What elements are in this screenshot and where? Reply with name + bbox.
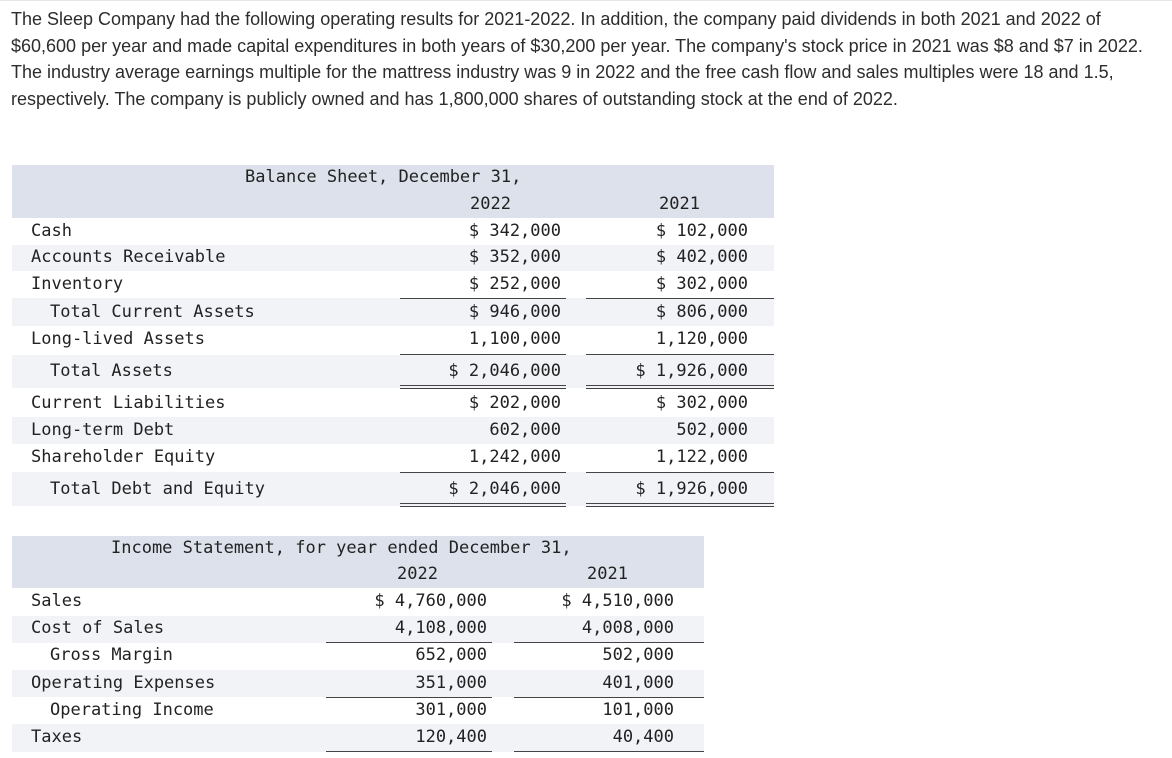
is-row-value-2022: $ 4,760,000 — [374, 591, 487, 611]
is-row-value-2022: 4,108,000 — [394, 618, 487, 638]
bs-row-label: Current Liabilities — [31, 393, 226, 413]
is-row-value-2022: 351,000 — [415, 673, 487, 693]
income-statement-col-2022: 2022 — [397, 564, 438, 584]
bs-row-value-2021: 502,000 — [676, 420, 748, 440]
is-row-value-2021: 4,008,000 — [581, 618, 674, 638]
is-row-value-2022: 301,000 — [415, 700, 487, 720]
bs-row-label: Total Assets — [50, 361, 173, 381]
problem-statement: The Sleep Company had the following operating results for 2021-2022. In addition, the company paid dividends in both 2021 and 2022 of $60,600 per year and made capital expenditures in both years of $30,200 per year. The company's stock price in 2021 was $8 and $7 in 2022. The industry average earnings multiple for the mattress industry was 9 in 2022 and the free cash flow and sales multiples were 18 and 1.5, respectively. The company is publicly owned and has 1,800,000 shares of outstanding stock at the end of 2022. — [11, 9, 1143, 109]
bs-row-value-2021: $ 1,926,000 — [635, 361, 748, 381]
bs-row-value-2022: $ 2,046,000 — [448, 479, 561, 499]
is-row-value-2021: 502,000 — [602, 645, 674, 665]
is-row-value-2021: 401,000 — [602, 673, 674, 693]
bs-row-value-2022: 1,242,000 — [468, 447, 561, 467]
is-row-label: Operating Income — [50, 700, 214, 720]
bs-row-value-2021: $ 402,000 — [655, 247, 748, 267]
bs-row-label: Total Debt and Equity — [50, 479, 265, 499]
bs-row-value-2022: $ 202,000 — [468, 393, 561, 413]
balance-sheet-col-2021: 2021 — [659, 194, 700, 214]
bs-row-value-2022: $ 352,000 — [468, 247, 561, 267]
bs-row-value-2022: $ 946,000 — [468, 302, 561, 322]
bs-row-value-2022: 1,100,000 — [468, 329, 561, 349]
income-statement-title: Income Statement, for year ended December 31, — [111, 538, 572, 558]
bs-row-value-2021: 1,120,000 — [655, 329, 748, 349]
bs-row-value-2021: $ 302,000 — [655, 274, 748, 294]
bs-row-label: Inventory — [31, 274, 124, 294]
is-row-value-2022: 652,000 — [415, 645, 487, 665]
is-row-label: Operating Expenses — [31, 673, 216, 693]
bs-row-value-2021: 1,122,000 — [655, 447, 748, 467]
bs-row-label: Long-term Debt — [31, 420, 175, 440]
income-statement-col-2021: 2021 — [587, 564, 628, 584]
bs-row-label: Total Current Assets — [50, 302, 255, 322]
bs-row-label: Cash — [31, 221, 72, 241]
bs-row-value-2022: $ 342,000 — [468, 221, 561, 241]
bs-row-label: Accounts Receivable — [31, 247, 226, 267]
bs-row-value-2022: 602,000 — [489, 420, 561, 440]
bs-row-value-2021: $ 102,000 — [655, 221, 748, 241]
balance-sheet-title: Balance Sheet, December 31, — [245, 167, 522, 187]
bs-row-value-2021: $ 806,000 — [655, 302, 748, 322]
bs-row-value-2022: $ 2,046,000 — [448, 361, 561, 381]
is-row-label: Sales — [31, 591, 83, 611]
top-divider — [0, 0, 1172, 1]
bs-row-value-2021: $ 302,000 — [655, 393, 748, 413]
bs-row-value-2022: $ 252,000 — [468, 274, 561, 294]
is-row-label: Cost of Sales — [31, 618, 165, 638]
is-row-value-2021: $ 4,510,000 — [561, 591, 674, 611]
is-row-value-2021: 40,400 — [612, 727, 674, 747]
is-row-value-2022: 120,400 — [415, 727, 487, 747]
balance-sheet-col-2022: 2022 — [470, 194, 511, 214]
bs-row-label: Shareholder Equity — [31, 447, 216, 467]
bs-row-label: Long-lived Assets — [31, 329, 205, 349]
bs-row-value-2021: $ 1,926,000 — [635, 479, 748, 499]
is-row-label: Taxes — [31, 727, 83, 747]
is-row-value-2021: 101,000 — [602, 700, 674, 720]
is-row-label: Gross Margin — [50, 645, 173, 665]
